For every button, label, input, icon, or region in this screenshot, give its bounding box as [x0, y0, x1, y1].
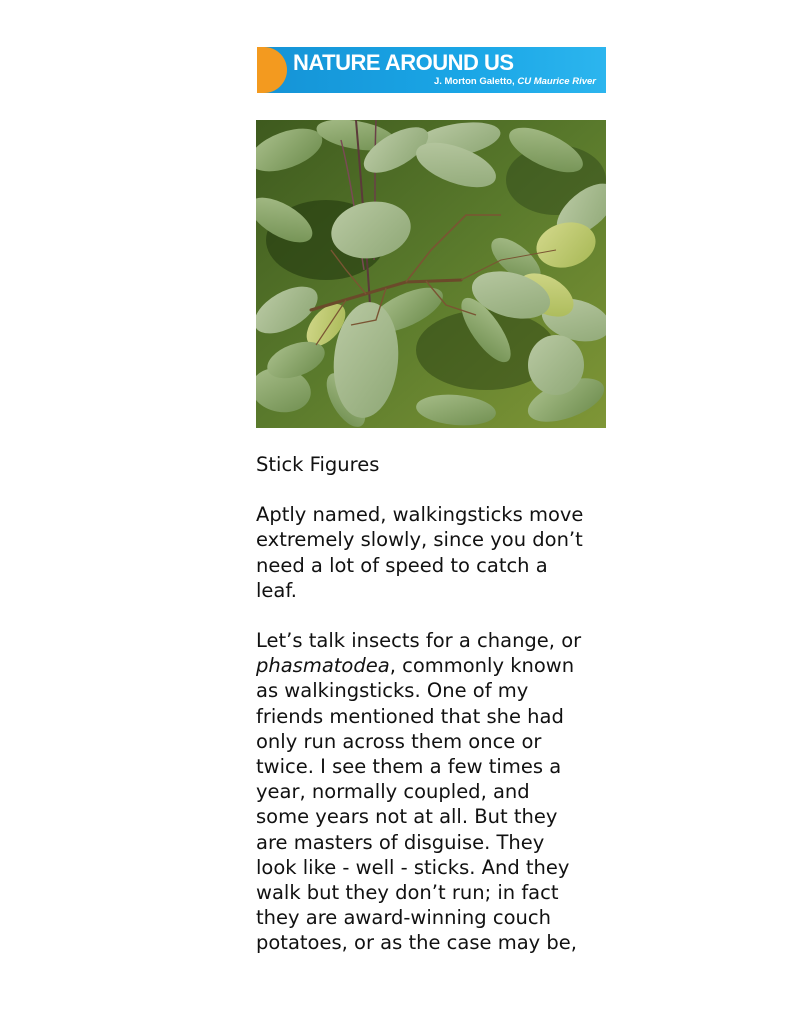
article-body: [256, 628, 616, 956]
banner-orange-tab: [257, 47, 287, 93]
body-line: they are award-winning couch: [256, 906, 551, 930]
body-line: only run across them once or: [256, 729, 542, 753]
caption-line: need a lot of speed to catch a: [256, 553, 548, 577]
walkingstick-photo: [256, 120, 606, 428]
photo-caption: [256, 502, 616, 603]
caption-line: Aptly named, walkingsticks move: [256, 503, 584, 527]
body-line: twice. I see them a few times a: [256, 755, 562, 779]
author-organization: CU Maurice River: [517, 76, 596, 87]
body-line: year, normally coupled, and: [256, 780, 530, 804]
caption-line: extremely slowly, since you don’t: [256, 528, 583, 552]
article-text: [256, 452, 616, 956]
body-line: potatoes, or as the case may be,: [256, 931, 577, 955]
body-line: are masters of disguise. They: [256, 830, 545, 854]
caption-line: leaf.: [256, 578, 298, 602]
body-line: [256, 653, 616, 678]
banner-title: NATURE AROUND US: [293, 50, 514, 75]
body-line: as walkingsticks. One of my: [256, 679, 529, 703]
header-banner: [257, 47, 606, 93]
scientific-name: phasmatodea: [256, 654, 390, 678]
body-line: some years not at all. But they: [256, 805, 558, 829]
body-line: Let’s talk insects for a change, or: [256, 629, 582, 653]
banner-author-line: [434, 76, 596, 87]
body-line-rest: , commonly known: [389, 654, 575, 678]
author-name: J. Morton Galetto,: [433, 76, 518, 87]
body-line: friends mentioned that she had: [256, 704, 564, 728]
body-line: look like - well - sticks. And they: [256, 855, 570, 879]
body-line: walk but they don’t run; in fact: [256, 881, 559, 905]
article-title: Stick Figures: [256, 453, 380, 476]
walkingstick-on-leaves-icon: [256, 120, 606, 428]
